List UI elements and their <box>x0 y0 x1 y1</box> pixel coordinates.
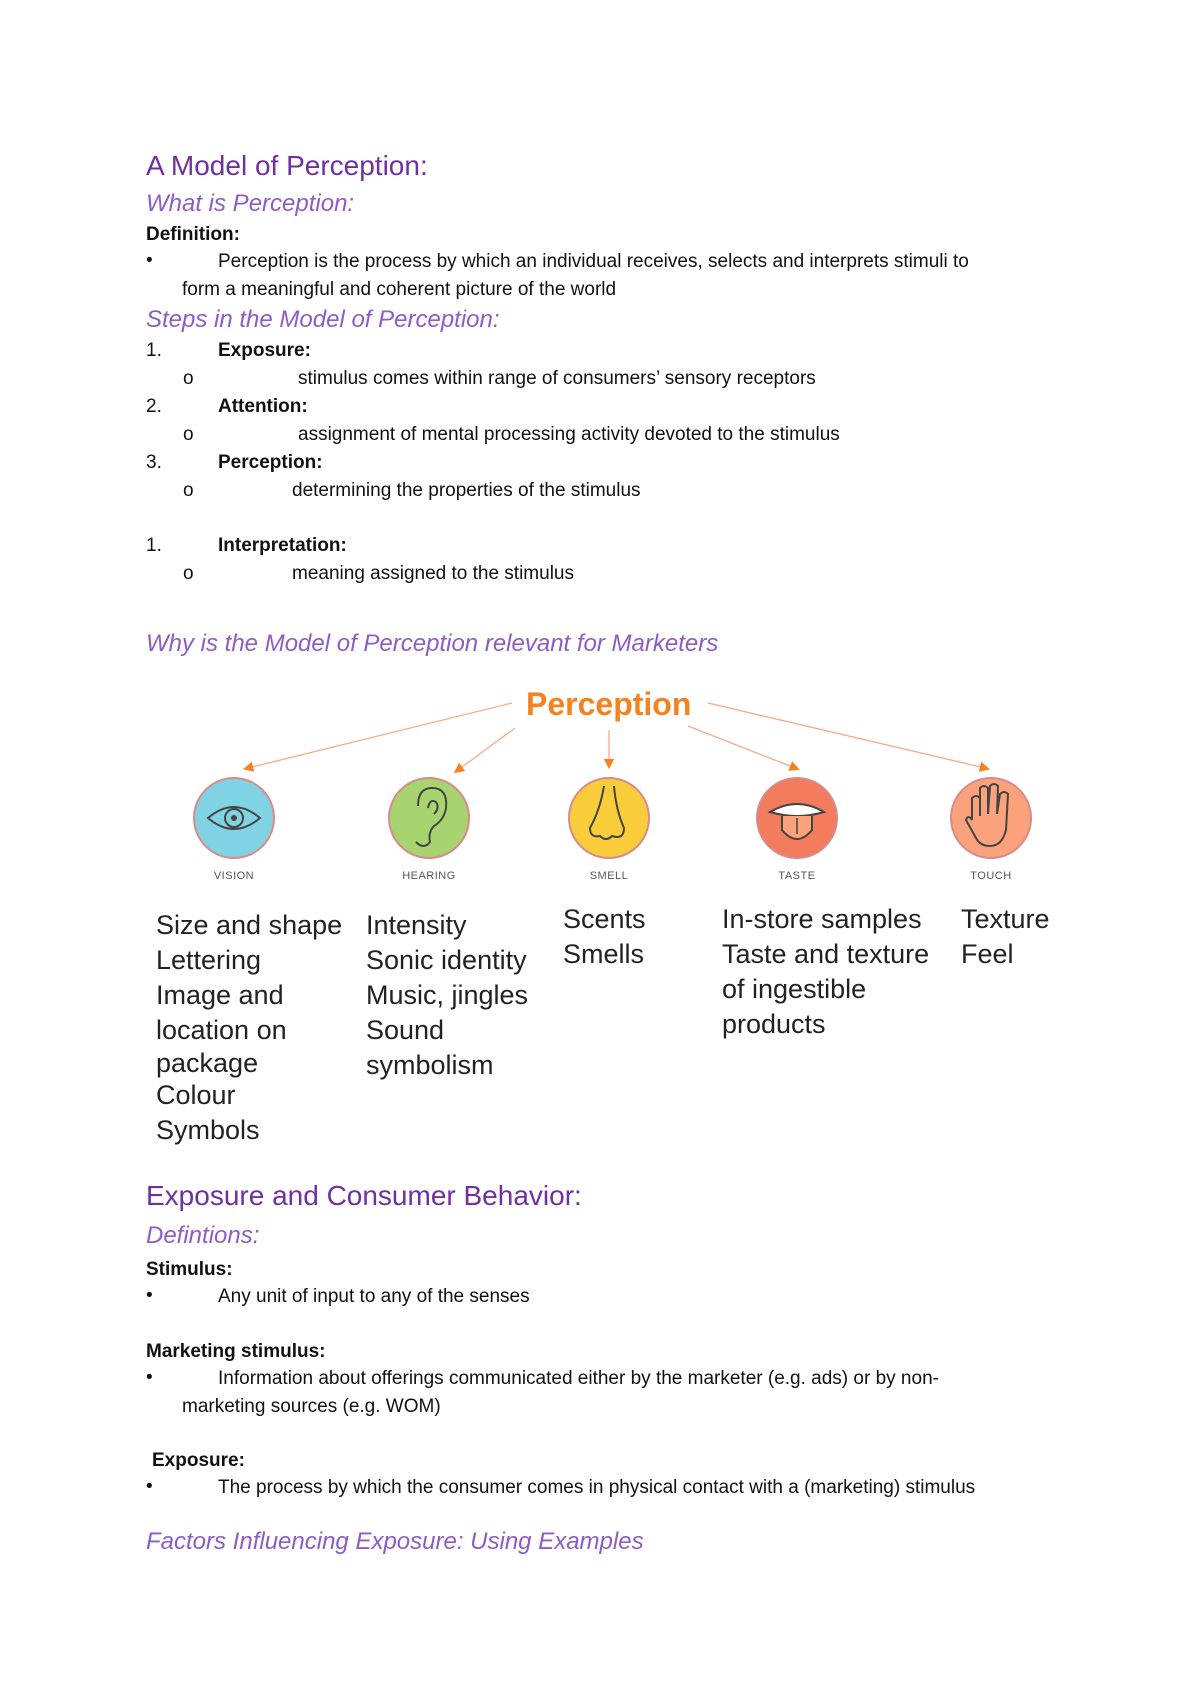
step-number: 1. <box>146 340 162 361</box>
bullet-marker: • <box>146 1367 153 1388</box>
description-line: In-store samples <box>722 904 922 934</box>
description-line: Feel <box>961 939 1014 969</box>
hearing-description <box>366 908 556 1083</box>
steps-heading: Steps in the Model of Perception: <box>146 306 500 333</box>
step-desc-interpretation: meaning assigned to the stimulus <box>292 563 574 584</box>
description-line: Taste and texture <box>722 939 930 969</box>
marketing-stimulus-text-line2: marketing sources (e.g. WOM) <box>182 1396 441 1417</box>
hearing-label: HEARING <box>402 870 456 882</box>
step-label-interpretation: Interpretation: <box>218 535 347 556</box>
description-line: package <box>156 1048 259 1078</box>
sub-marker: o <box>183 480 194 501</box>
eye-icon <box>194 778 274 858</box>
description-line: Scents <box>563 904 646 934</box>
definition-text-line2: form a meaningful and coherent picture of the world <box>182 279 617 300</box>
hand-icon <box>951 778 1031 858</box>
ear-icon <box>389 778 469 858</box>
step-desc-perception: determining the properties of the stimulus <box>292 480 641 501</box>
arrow-to-vision <box>248 703 512 768</box>
description-line: Symbols <box>156 1115 260 1145</box>
sub-marker: o <box>183 368 194 389</box>
description-line: Size and shape <box>156 910 343 940</box>
description-line: location on <box>156 1015 287 1045</box>
smell-description <box>563 902 693 972</box>
description-line: Texture <box>961 904 1050 934</box>
description-line: Intensity <box>366 910 467 940</box>
step-number: 2. <box>146 396 162 417</box>
stimulus-text: Any unit of input to any of the senses <box>218 1286 530 1307</box>
description-line: Smells <box>563 939 645 969</box>
bullet-marker: • <box>146 1285 153 1306</box>
step-label-attention: Attention: <box>218 396 308 417</box>
what-is-heading: What is Perception: <box>146 190 355 217</box>
arrow-to-taste <box>688 726 795 768</box>
step-desc-exposure: stimulus comes within range of consumers’ sensory receptors <box>298 368 816 389</box>
smell-label: SMELL <box>589 870 629 882</box>
arrow-to-hearing <box>458 728 515 770</box>
step-number: 3. <box>146 452 162 473</box>
step-label-perception: Perception: <box>218 452 323 473</box>
exposure-label: Exposure: <box>152 1450 245 1471</box>
step-label-exposure: Exposure: <box>218 340 311 361</box>
description-line: Image and <box>156 980 284 1010</box>
vision-label: VISION <box>213 870 255 882</box>
factors-heading: Factors Influencing Exposure: Using Examples <box>146 1528 644 1555</box>
description-line: of ingestible <box>722 974 867 1004</box>
description-line: Sonic identity <box>366 945 527 975</box>
nose-icon <box>569 778 649 858</box>
sub-marker: o <box>183 563 194 584</box>
touch-description <box>961 902 1081 972</box>
step-desc-attention: assignment of mental processing activity devoted to the stimulus <box>298 424 840 445</box>
sub-marker: o <box>183 424 194 445</box>
bullet-marker: • <box>146 250 153 271</box>
description-line: Sound <box>366 1015 445 1045</box>
exposure-heading: Exposure and Consumer Behavior: <box>146 1180 582 1211</box>
diagram-center-label: Perception <box>526 686 692 722</box>
marketing-stimulus-text-line1: Information about offerings communicated either by the marketer (e.g. ads) or by non- <box>218 1368 939 1389</box>
description-line: Lettering <box>156 945 262 975</box>
touch-label: TOUCH <box>970 870 1012 882</box>
description-line: symbolism <box>366 1050 494 1080</box>
vision-description <box>156 908 346 1148</box>
marketing-stimulus-label: Marketing stimulus: <box>146 1341 326 1362</box>
exposure-text: The process by which the consumer comes in physical contact with a (marketing) stimulus <box>218 1477 976 1498</box>
definition-text-line1: Perception is the process by which an individual receives, selects and interprets stimuli to <box>218 251 969 272</box>
description-line: Music, jingles <box>366 980 529 1010</box>
definitions-subheading: Defintions: <box>146 1222 260 1249</box>
page-title: A Model of Perception: <box>146 150 428 181</box>
taste-label: TASTE <box>778 870 816 882</box>
definition-label: Definition: <box>146 224 240 245</box>
why-heading: Why is the Model of Perception relevant for Marketers <box>146 630 719 657</box>
description-line: Colour <box>156 1080 236 1110</box>
bullet-marker: • <box>146 1476 153 1497</box>
description-line: products <box>722 1009 826 1039</box>
step-number: 1. <box>146 535 162 556</box>
tongue-icon <box>757 778 837 858</box>
taste-description <box>722 902 952 1042</box>
stimulus-label: Stimulus: <box>146 1259 233 1280</box>
arrow-to-touch <box>708 703 985 768</box>
